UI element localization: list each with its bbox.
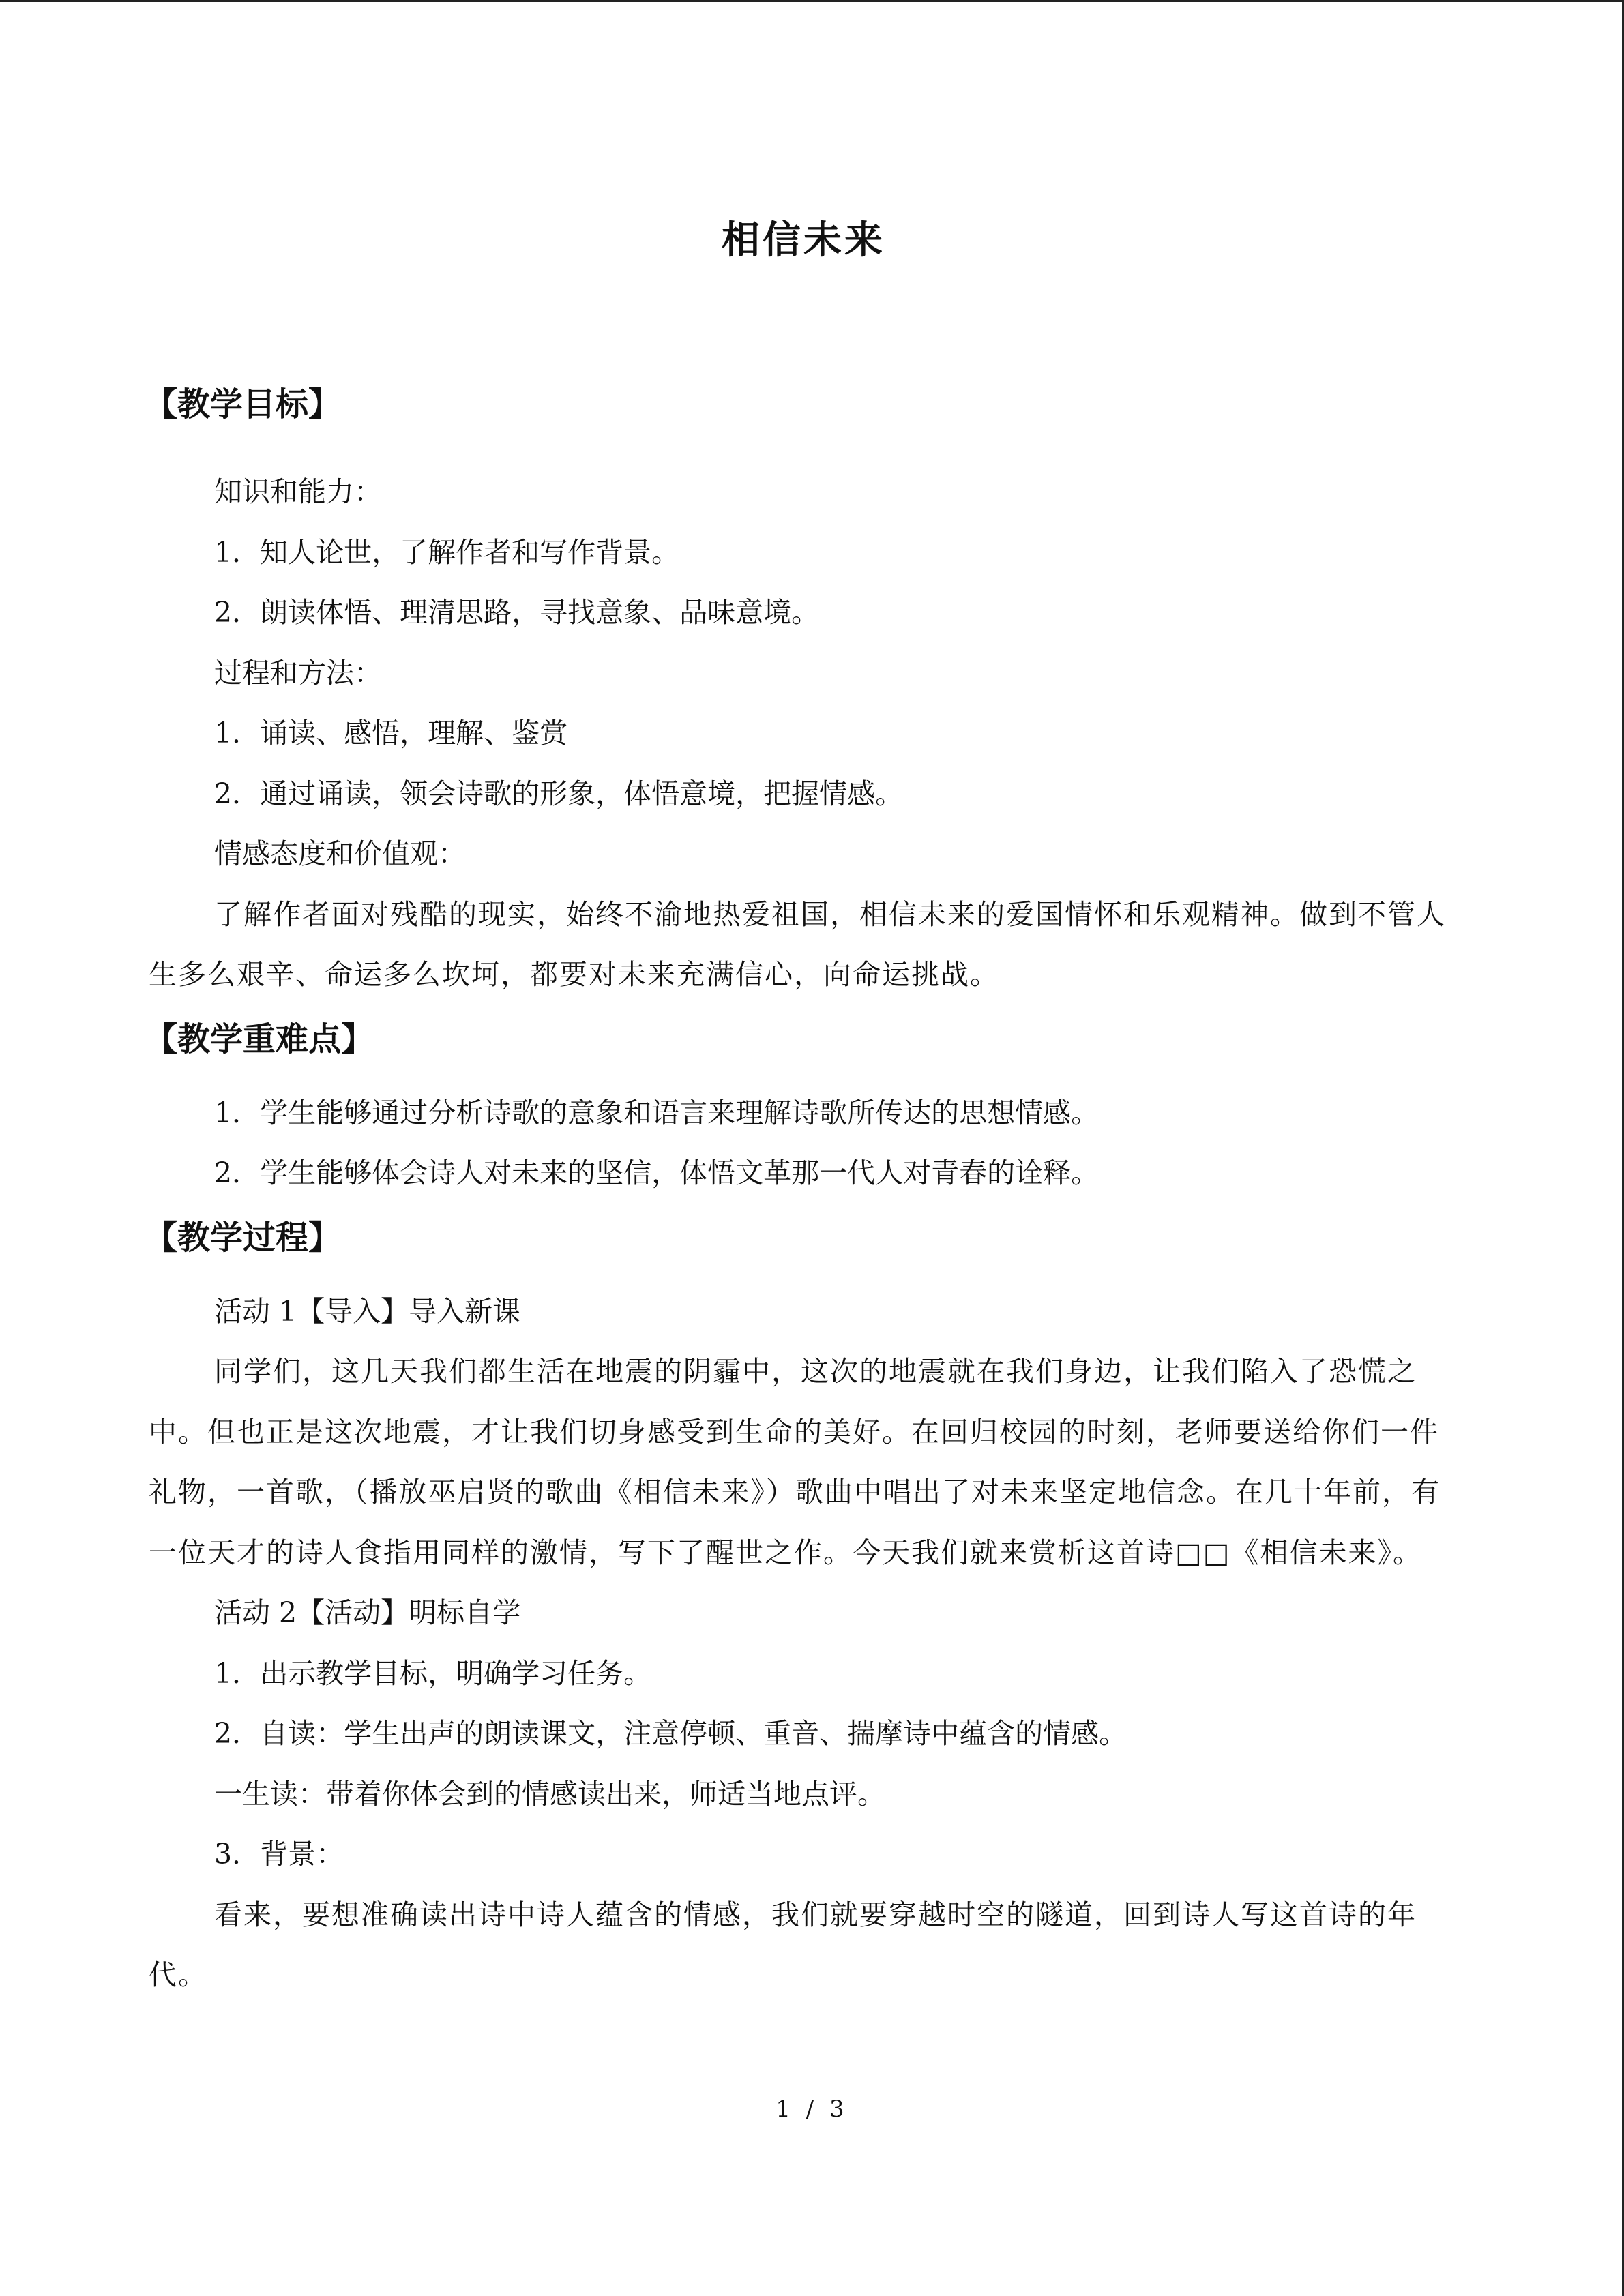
paragraph: 活动 2【活动】明标自学 (214, 1596, 521, 1629)
paragraph: 1．学生能够通过分析诗歌的意象和语言来理解诗歌所传达的思想情感。 (214, 1096, 1099, 1129)
paragraph: 一生读：带着你体会到的情感读出来，师适当地点评。 (214, 1777, 885, 1810)
paragraph: 同学们，这几天我们都生活在地震的阴霾中，这次的地震就在我们身边，让我们陷入了恐慌之中。但也正是这次地震，才让我们切身感受到生命的美好。在回归校园的时刻，老师要送给你们一件礼物，一首歌，（播放巫启贤的歌曲《相信未来》）歌曲中唱出了对未来坚定地信念。在几十年前，有一位天才的诗人食指用同样的激情，写下了醒世之作。今天我们就来赏析这首诗□□《相信未来》。 (149, 1355, 1441, 1569)
paragraph: 1．诵读、感悟，理解、鉴赏 (214, 717, 568, 749)
paragraph: 2．自读：学生出声的朗读课文，注意停顿、重音、揣摩诗中蕴含的情感。 (214, 1717, 1127, 1750)
section-heading-process: 【教学过程】 (145, 1218, 342, 1257)
paragraph: 2．学生能够体会诗人对未来的坚信，体悟文革那一代人对青春的诠释。 (214, 1157, 1099, 1189)
document-title: 相信未来 (722, 218, 885, 263)
paragraph: 1．知人论世，了解作者和写作背景。 (214, 535, 680, 569)
section-heading-objectives: 【教学目标】 (145, 385, 342, 423)
paragraph: 情感态度和价值观： (214, 837, 466, 870)
paragraph: 了解作者面对残酷的现实，始终不渝地热爱祖国，相信未来的爱国情怀和乐观精神。做到不管人生多么艰辛、命运多么坎坷，都要对未来充满信心，向命运挑战。 (149, 897, 1446, 991)
paragraph: 1．出示教学目标，明确学习任务。 (214, 1656, 652, 1690)
paragraph: 活动 1【导入】导入新课 (214, 1294, 521, 1328)
paragraph: 知识和能力： (214, 475, 382, 508)
document-body (145, 207, 1458, 2006)
paragraph: 过程和方法： (214, 656, 382, 689)
paragraph: 看来，要想准确读出诗中诗人蕴含的情感，我们就要穿越时空的隧道，回到诗人写这首诗的年代。 (149, 1898, 1417, 1991)
section-heading-key-points: 【教学重难点】 (145, 1019, 374, 1058)
paragraph: 3．背景： (214, 1838, 344, 1870)
page-number: 1 / 3 (776, 2096, 848, 2123)
paragraph: 2．通过诵读，领会诗歌的形象，体悟意境，把握情感。 (214, 777, 904, 810)
paragraph: 2．朗读体悟、理清思路，寻找意象、品味意境。 (214, 596, 820, 629)
